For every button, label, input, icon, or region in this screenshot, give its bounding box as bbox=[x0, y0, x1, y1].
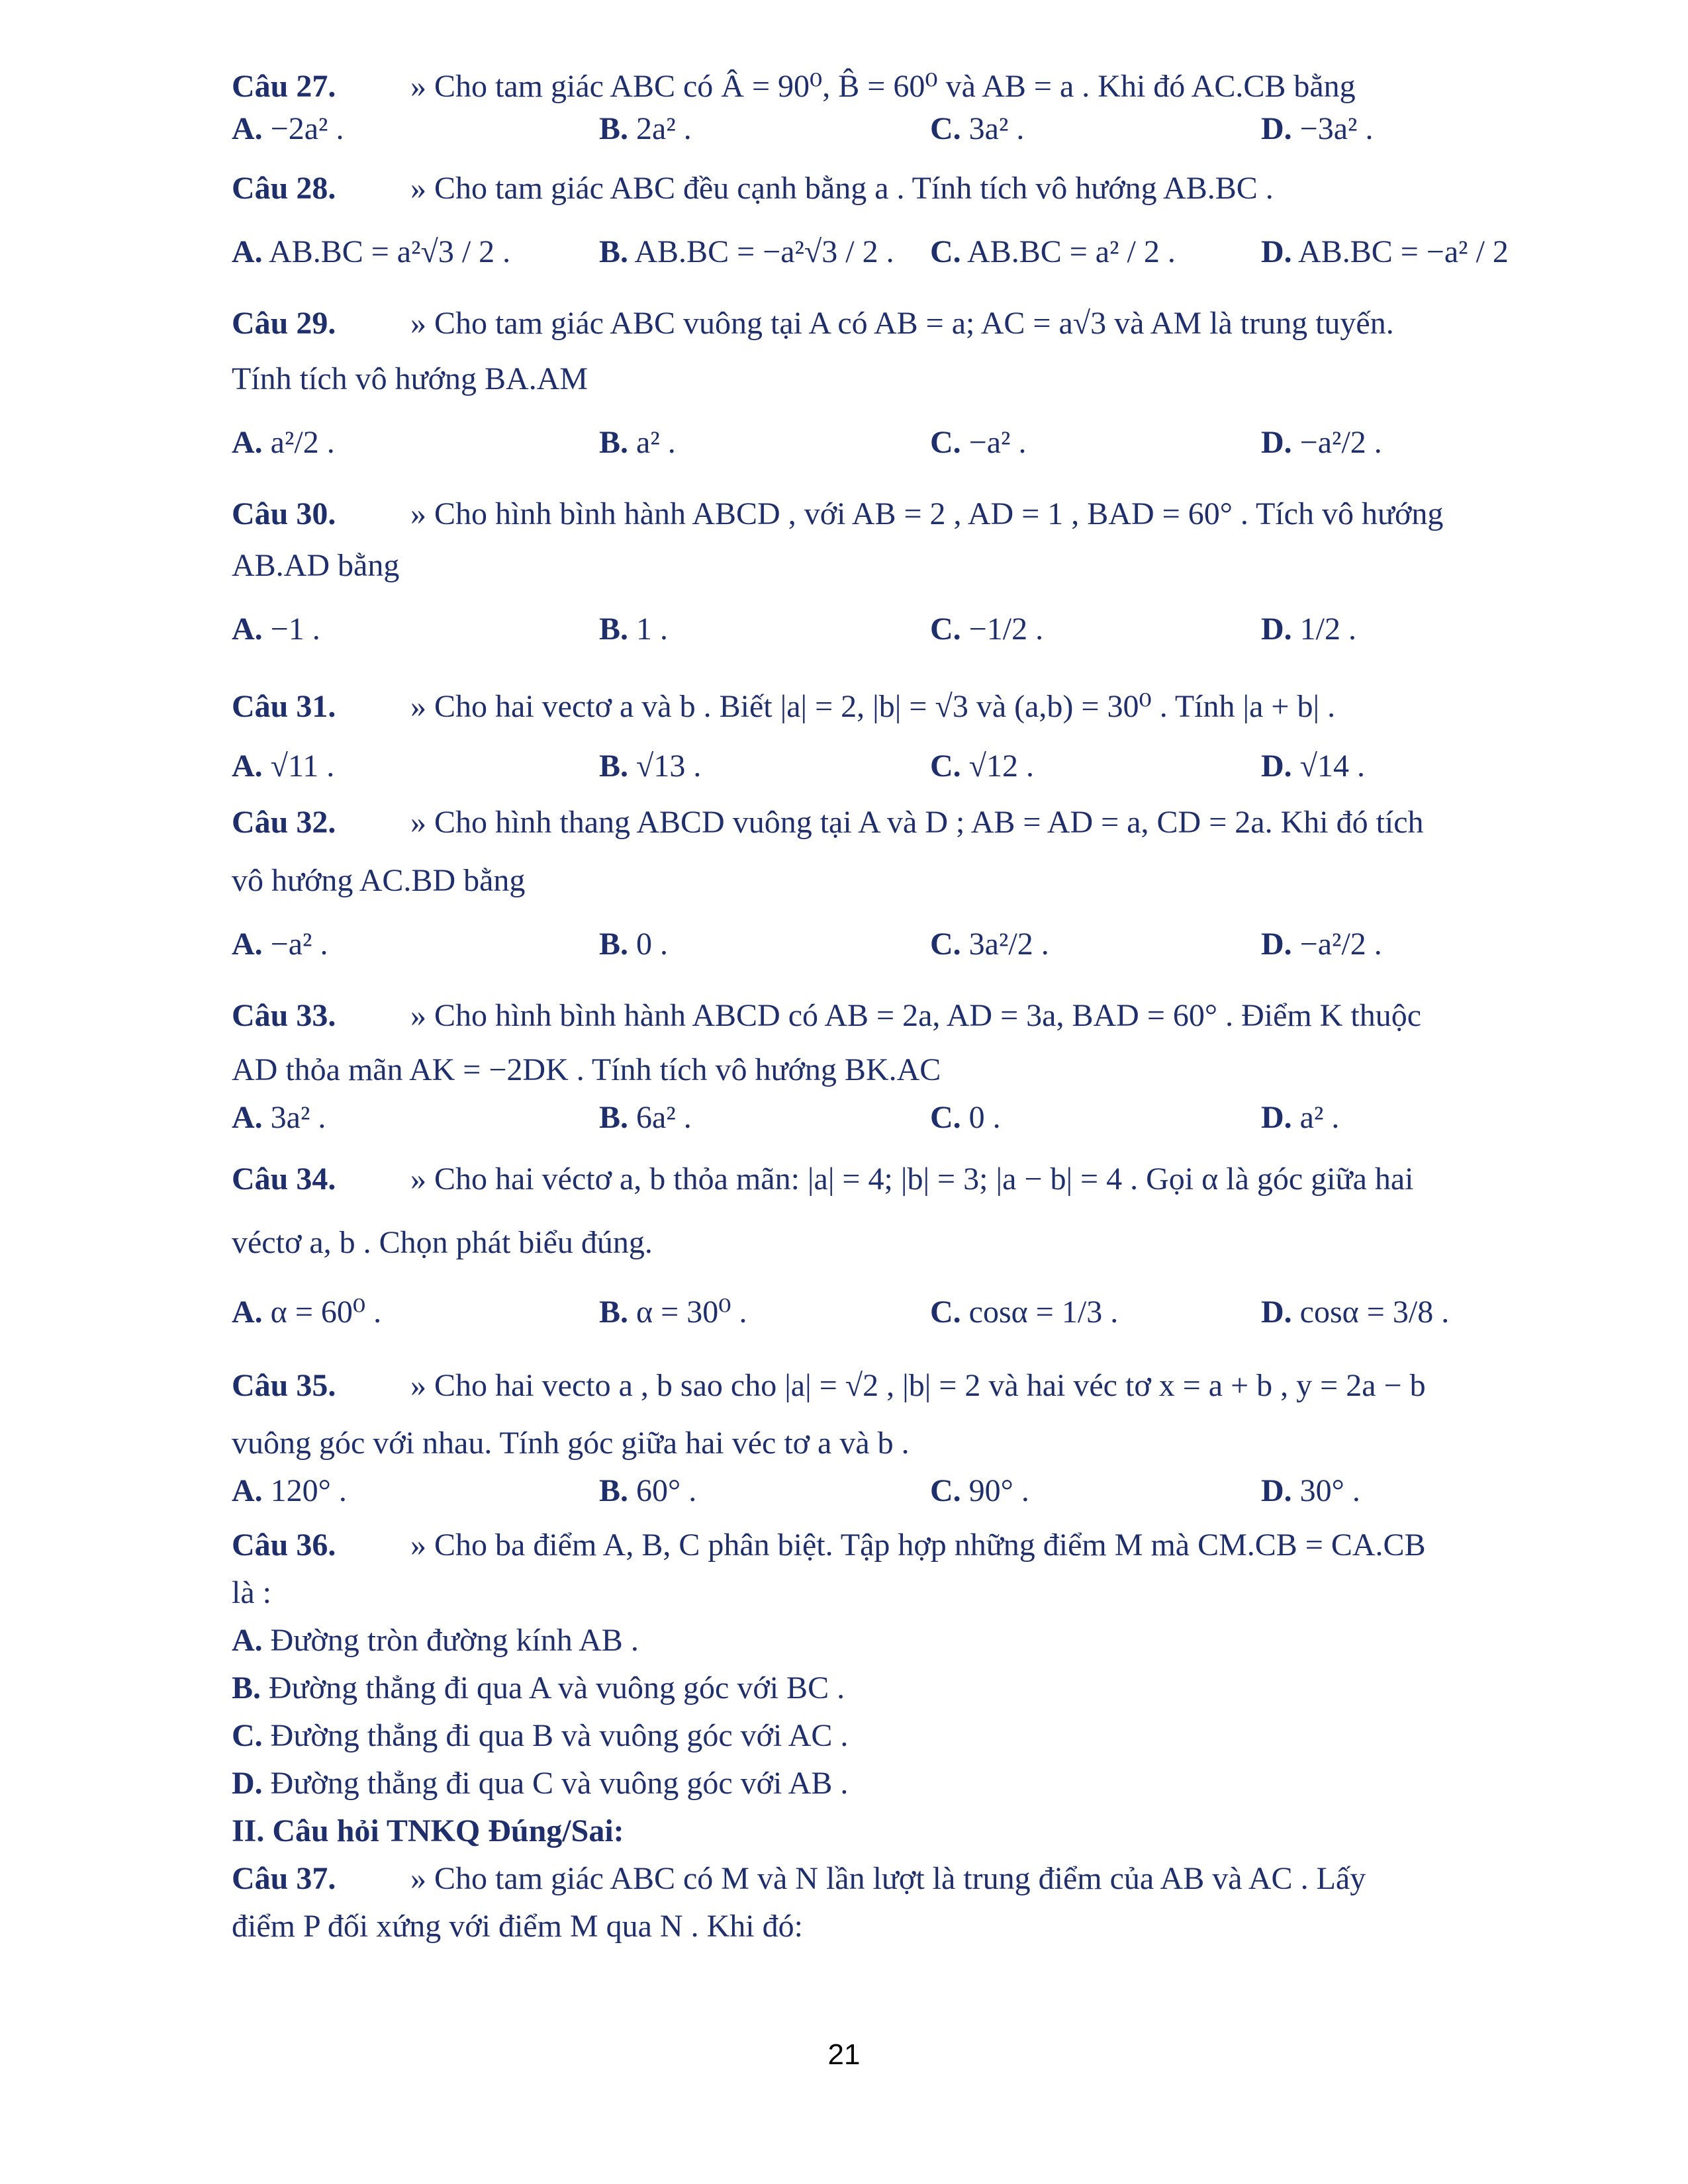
option-a: A. AB.BC = a²√3 / 2 . bbox=[232, 234, 511, 269]
option-label: A. bbox=[232, 234, 263, 269]
question-33-cont: AD thỏa mãn AK = −2DK . Tính tích vô hướng BK.AC bbox=[232, 1052, 941, 1087]
option-label: C. bbox=[232, 1718, 263, 1753]
question-35-cont: vuông góc với nhau. Tính góc giữa hai véc tơ a và b . bbox=[232, 1426, 910, 1461]
option-b: B. α = 30⁰ . bbox=[599, 1295, 747, 1330]
option-a: A. α = 60⁰ . bbox=[232, 1295, 382, 1330]
option-label: B. bbox=[599, 1295, 629, 1330]
option-c: C. AB.BC = a² / 2 . bbox=[930, 234, 1176, 269]
option-b: B. AB.BC = −a²√3 / 2 . bbox=[599, 234, 894, 269]
option-label: A. bbox=[232, 927, 263, 962]
option-b: B. 6a² . bbox=[599, 1100, 692, 1135]
option-label: B. bbox=[599, 1100, 629, 1135]
option-label: B. bbox=[599, 425, 629, 460]
option-label: C. bbox=[930, 1295, 961, 1330]
option-label: C. bbox=[930, 612, 961, 647]
page-number: 21 bbox=[827, 2038, 861, 2071]
option-a: A. −1 . bbox=[232, 612, 320, 647]
option-label: A. bbox=[232, 612, 263, 647]
options-32 bbox=[232, 905, 1503, 984]
option-a: A. −a² . bbox=[232, 927, 328, 962]
option-label: A. bbox=[232, 1473, 263, 1508]
option-a: A. −2a² . bbox=[232, 111, 344, 146]
section-heading: II. Câu hỏi TNKQ Đúng/Sai: bbox=[232, 1813, 624, 1848]
question-36: Câu 36. » Cho ba điểm A, B, C phân biệt. Tập hợp những điểm M mà CM.CB = CA.CB bbox=[232, 1527, 1426, 1563]
option-d: D. 30° . bbox=[1261, 1473, 1360, 1508]
option-label: C. bbox=[930, 425, 961, 460]
option-label: D. bbox=[1261, 1473, 1292, 1508]
option-b: B. 2a² . bbox=[599, 111, 692, 146]
option-label: C. bbox=[930, 111, 961, 146]
question-29-cont: Tính tích vô hướng BA.AM bbox=[232, 361, 588, 396]
option-b: B. a² . bbox=[599, 425, 676, 460]
options-31 bbox=[232, 737, 1503, 796]
option-a: A. a²/2 . bbox=[232, 425, 335, 460]
option-b: B. 1 . bbox=[599, 612, 669, 647]
options-30 bbox=[232, 590, 1503, 669]
question-29: Câu 29. » Cho tam giác ABC vuông tại A có AB = a; AC = a√3 và AM là trung tuyến. bbox=[232, 306, 1394, 341]
option-d: D. 1/2 . bbox=[1261, 612, 1357, 647]
option-label: A. bbox=[232, 749, 263, 784]
option-b: B. 0 . bbox=[599, 927, 669, 962]
question-27: Câu 27. » Cho tam giác ABC có Â = 90⁰, B̂ = 60⁰ và AB = a . Khi đó AC.CB bằng bbox=[232, 69, 1356, 104]
option-label: C. bbox=[930, 234, 961, 269]
option-label: D. bbox=[1261, 111, 1292, 146]
option-label: B. bbox=[599, 749, 629, 784]
option-label: A. bbox=[232, 111, 263, 146]
option-label: D. bbox=[1261, 1295, 1292, 1330]
option-b: B. 60° . bbox=[599, 1473, 697, 1508]
question-30-cont: AB.AD bằng bbox=[232, 548, 400, 583]
options-28 bbox=[232, 212, 1509, 292]
option-c: C. −a² . bbox=[930, 425, 1027, 460]
option-label: B. bbox=[599, 927, 629, 962]
option-label: D. bbox=[1261, 749, 1292, 784]
question-28: Câu 28. » Cho tam giác ABC đều cạnh bằng a . Tính tích vô hướng AB.BC . bbox=[232, 171, 1274, 206]
question-32: Câu 32. » Cho hình thang ABCD vuông tại A và D ; AB = AD = a, CD = 2a. Khi đó tích bbox=[232, 805, 1424, 840]
option-label: C. bbox=[930, 749, 961, 784]
option-a: A. 3a² . bbox=[232, 1100, 326, 1135]
option-label: A. bbox=[232, 1623, 263, 1658]
document-page bbox=[232, 63, 1509, 1950]
option-d: D. −a²/2 . bbox=[1261, 425, 1382, 460]
options-35 bbox=[232, 1467, 1503, 1515]
option-d: D. a² . bbox=[1261, 1100, 1340, 1135]
option-label: D. bbox=[1261, 927, 1292, 962]
option-label: B. bbox=[599, 612, 629, 647]
options-33 bbox=[232, 1094, 1503, 1142]
option-c: C. 3a²/2 . bbox=[930, 927, 1049, 962]
option-36-a: A. Đường tròn đường kính AB . bbox=[232, 1623, 639, 1658]
question-35: Câu 35. » Cho hai vecto a , b sao cho |a| = √2 , |b| = 2 và hai véc tơ x = a + b , y = 2a − b bbox=[232, 1368, 1426, 1403]
option-label: A. bbox=[232, 425, 263, 460]
option-label: B. bbox=[232, 1670, 261, 1706]
option-label: C. bbox=[930, 1473, 961, 1508]
question-34-cont: véctơ a, b . Chọn phát biểu đúng. bbox=[232, 1225, 653, 1260]
option-label: D. bbox=[1261, 1100, 1292, 1135]
question-37: Câu 37. » Cho tam giác ABC có M và N lần lượt là trung điểm của AB và AC . Lấy bbox=[232, 1861, 1366, 1896]
option-c: C. −1/2 . bbox=[930, 612, 1044, 647]
question-30: Câu 30. » Cho hình bình hành ABCD , với AB = 2 , AD = 1 , BAD = 60° . Tích vô hướng bbox=[232, 496, 1444, 531]
option-d: D. −3a² . bbox=[1261, 111, 1374, 146]
option-label: C. bbox=[930, 1100, 961, 1135]
option-c: C. √12 . bbox=[930, 749, 1035, 784]
question-32-cont: vô hướng AC.BD bằng bbox=[232, 863, 526, 898]
option-label: D. bbox=[1261, 612, 1292, 647]
option-b: B. √13 . bbox=[599, 749, 702, 784]
option-label: D. bbox=[232, 1766, 263, 1801]
option-label: D. bbox=[1261, 425, 1292, 460]
option-c: C. 3a² . bbox=[930, 111, 1025, 146]
options-29 bbox=[232, 403, 1503, 482]
option-d: D. √14 . bbox=[1261, 749, 1366, 784]
option-label: D. bbox=[1261, 234, 1292, 269]
option-36-d: D. Đường thẳng đi qua C và vuông góc với AB . bbox=[232, 1766, 849, 1801]
question-34: Câu 34. » Cho hai véctơ a, b thỏa mãn: |a| = 4; |b| = 3; |a − b| = 4 . Gọi α là góc giữa hai bbox=[232, 1161, 1414, 1197]
option-d: D. cosα = 3/8 . bbox=[1261, 1295, 1450, 1330]
question-33: Câu 33. » Cho hình bình hành ABCD có AB = 2a, AD = 3a, BAD = 60° . Điểm K thuộc bbox=[232, 998, 1422, 1033]
option-label: B. bbox=[599, 234, 629, 269]
option-c: C. 0 . bbox=[930, 1100, 1001, 1135]
question-31: Câu 31. » Cho hai vectơ a và b . Biết |a| = 2, |b| = √3 và (a,b) = 30⁰ . Tính |a + b| . bbox=[232, 689, 1336, 724]
option-36-b: B. Đường thẳng đi qua A và vuông góc với BC . bbox=[232, 1670, 845, 1706]
options-27 bbox=[232, 111, 1503, 158]
option-label: A. bbox=[232, 1100, 263, 1135]
option-label: B. bbox=[599, 111, 629, 146]
option-36-c: C. Đường thẳng đi qua B và vuông góc với AC . bbox=[232, 1718, 849, 1753]
option-c: C. 90° . bbox=[930, 1473, 1029, 1508]
option-d: D. −a²/2 . bbox=[1261, 927, 1382, 962]
options-34 bbox=[232, 1273, 1503, 1352]
question-37-cont: điểm P đối xứng với điểm M qua N . Khi đó: bbox=[232, 1909, 803, 1944]
option-d: D. AB.BC = −a² / 2 bbox=[1261, 234, 1509, 269]
option-a: A. √11 . bbox=[232, 749, 335, 784]
option-label: A. bbox=[232, 1295, 263, 1330]
option-label: C. bbox=[930, 927, 961, 962]
option-a: A. 120° . bbox=[232, 1473, 347, 1508]
question-36-cont: là : bbox=[232, 1575, 271, 1610]
option-label: B. bbox=[599, 1473, 629, 1508]
option-c: C. cosα = 1/3 . bbox=[930, 1295, 1119, 1330]
